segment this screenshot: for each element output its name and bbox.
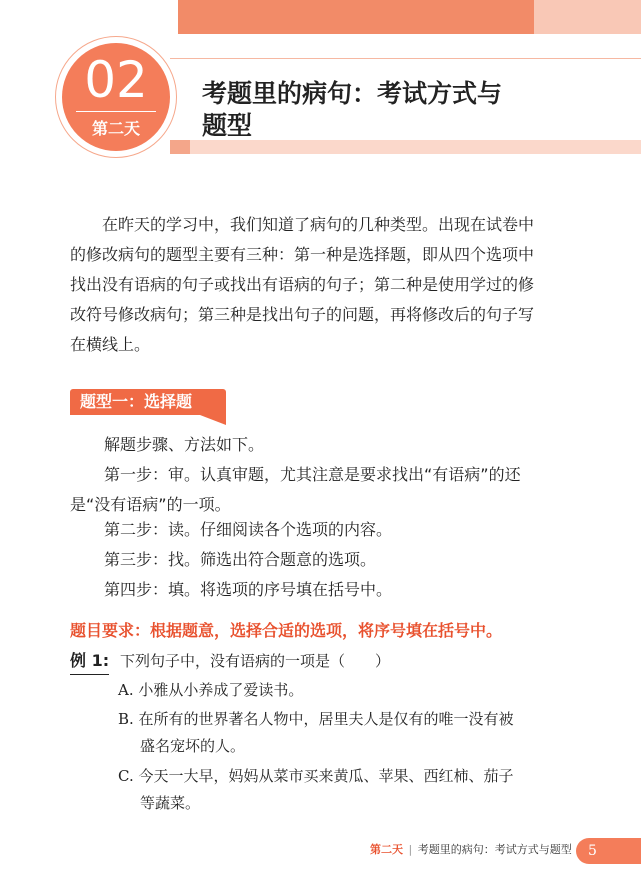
page-title-line: 考题里的病句：考试方式与 [202, 79, 503, 108]
header-bar-pale [534, 0, 641, 34]
page-number: 5 [588, 843, 597, 859]
step-text: 第三步：找。筛选出符合题意的选项。 [104, 550, 377, 569]
intro-line: 在横线上。 [70, 335, 151, 354]
step-text: 第二步：读。仔细阅读各个选项的内容。 [104, 520, 393, 539]
option-b: B. 在所有的世界著名人物中，居里夫人是仅有的唯一没有被 [118, 710, 514, 728]
chapter-badge-divider [76, 111, 156, 112]
option-a: A. 小雅从小养成了爱读书。 [118, 681, 304, 699]
footer-day: 第二天 [370, 843, 403, 856]
intro-line: 在昨天的学习中，我们知道了病句的几种类型。出现在试卷中 [102, 215, 535, 234]
step-text: 是“没有语病”的一项。 [70, 495, 231, 514]
header-bar-left [0, 0, 178, 34]
step-text: 第一步：审。认真审题，尤其注意是要求找出“有语病”的还 [104, 465, 521, 484]
footer-separator: | [408, 843, 413, 856]
step-text: 第四步：填。将选项的序号填在括号中。 [104, 580, 393, 599]
step-text: 解题步骤、方法如下。 [104, 435, 265, 454]
chapter-number: 02 [84, 51, 148, 109]
page-title [202, 78, 562, 142]
option-b-continued: 盛名宠坏的人。 [140, 737, 246, 755]
running-footer [370, 841, 570, 859]
example-label: 例 1: [70, 648, 109, 675]
header-rule [170, 58, 641, 59]
page-title-line: 题型 [202, 111, 253, 140]
page-bottom-edge [0, 886, 641, 891]
intro-paragraph [70, 210, 570, 360]
intro-line: 改符号修改病句；第三种是找出句子的问题，再将修改后的句子写 [70, 305, 535, 324]
section-tag-tail [200, 415, 226, 425]
option-c-continued: 等蔬菜。 [140, 794, 201, 812]
section-tag-label: 题型一：选择题 [80, 392, 193, 411]
intro-line: 的修改病句的题型主要有三种：第一种是选择题，即从四个选项中 [70, 245, 535, 264]
header-band [170, 140, 641, 154]
chapter-day: 第二天 [91, 119, 140, 138]
example-question: 下列句子中，没有语病的一项是（ ） [120, 652, 391, 670]
option-c: C. 今天一大早，妈妈从菜市买来黄瓜、苹果、西红柿、茄子 [118, 767, 514, 785]
intro-line: 找出没有语病的句子或找出有语病的句子；第二种是使用学过的修 [70, 275, 535, 294]
footer-title: 考题里的病句：考试方式与题型 [417, 843, 572, 856]
page-number-tab [576, 838, 641, 864]
header-band-marker [170, 140, 190, 154]
question-requirement: 题目要求：根据题意，选择合适的选项，将序号填在括号中。 [70, 621, 503, 640]
